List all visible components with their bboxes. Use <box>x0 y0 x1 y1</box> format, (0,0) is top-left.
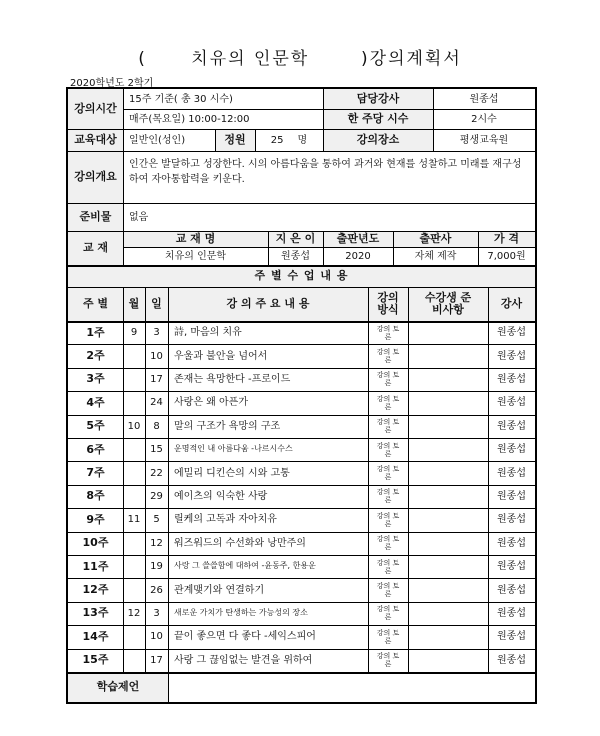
weekly-prep-cell <box>408 602 488 625</box>
weekly-month-cell <box>123 368 145 391</box>
overview-label: 강의개요 <box>68 151 123 203</box>
place-value: 평생교육원 <box>459 134 509 146</box>
grid-line <box>68 368 535 369</box>
weekly-prep-cell <box>408 578 488 601</box>
time-label: 강의시간 <box>68 89 123 129</box>
capacity-number: 25 <box>270 134 284 146</box>
weekly-content-cell: 관계맺기와 연결하기 <box>174 584 265 596</box>
weekly-method-cell: 강의 토론 <box>376 465 400 482</box>
weekly-method-cell: 강의 토론 <box>376 488 400 505</box>
weekly-month-cell <box>123 461 145 484</box>
overview-text: 인간은 발달하고 성장한다. 시의 아름다움을 통하여 과거와 현재를 성찰하고 미래를 재구성하여 자아통합력을 키운다. <box>129 159 522 185</box>
grid-line <box>368 287 369 672</box>
weekly-week-cell: 9주 <box>86 512 105 526</box>
grid-line <box>68 151 535 152</box>
textbook-price: 7,000원 <box>487 250 526 262</box>
weekly-header-teacher: 강사 <box>488 287 535 321</box>
weekly-header-content: 강 의 주 요 내 용 <box>168 287 368 321</box>
target-label: 교육대상 <box>68 129 123 151</box>
weekly-content-cell: 에밀리 디킨슨의 시와 고통 <box>174 467 290 479</box>
place-label: 강의장소 <box>323 129 433 151</box>
textbook-header-year: 출판년도 <box>323 231 393 247</box>
weekly-day-cell: 15 <box>150 444 163 456</box>
weekly-day-cell: 26 <box>150 584 163 596</box>
grid-line <box>268 231 269 265</box>
weekly-header-week: 주 별 <box>68 287 123 321</box>
weekly-day-cell: 12 <box>150 537 163 549</box>
weekly-week-cell: 13주 <box>82 606 109 620</box>
weekly-day-cell: 22 <box>150 467 163 479</box>
grid-line <box>68 672 535 674</box>
weekly-header-month: 월 <box>123 287 145 321</box>
weekly-month-cell <box>123 649 145 672</box>
grid-line <box>68 391 535 392</box>
grid-line <box>323 231 324 265</box>
grid-line <box>68 321 535 323</box>
weekly-month-cell: 12 <box>127 607 141 619</box>
grid-line <box>68 578 535 579</box>
weekly-week-cell: 2주 <box>86 349 105 363</box>
grid-line <box>123 89 124 265</box>
textbook-header-price: 가 격 <box>478 231 535 247</box>
weekly-week-cell: 7주 <box>86 466 105 480</box>
weekly-hours-label: 한 주당 시수 <box>323 109 433 129</box>
document-title: ( 치유의 인문학 )강의계획서 <box>138 49 462 69</box>
weekly-day-cell: 3 <box>153 607 160 619</box>
weekly-week-cell: 15주 <box>82 653 109 667</box>
textbook-header-title: 교 재 명 <box>123 231 268 247</box>
weekly-prep-cell <box>408 461 488 484</box>
weekly-teacher-cell: 원종섭 <box>497 654 526 666</box>
grid-line <box>68 485 535 486</box>
weekly-teacher-cell: 원종섭 <box>497 537 526 549</box>
weekly-method-cell: 강의 토론 <box>376 324 400 341</box>
grid-line <box>215 129 216 151</box>
weekly-method-cell: 강의 토론 <box>376 371 400 388</box>
weekly-method-cell: 강의 토론 <box>376 652 400 669</box>
grid-line <box>68 129 535 130</box>
weekly-day-cell: 24 <box>150 397 163 409</box>
textbook-header-author: 지 은 이 <box>268 231 323 247</box>
weekly-month-cell: 11 <box>127 514 141 526</box>
weekly-prep-cell <box>408 555 488 578</box>
weekly-method-cell: 강의 토론 <box>376 511 400 528</box>
weekly-month-cell: 10 <box>127 420 141 432</box>
weekly-teacher-cell: 원종섭 <box>497 350 526 362</box>
textbook-year: 2020 <box>345 250 371 262</box>
grid-line <box>68 231 535 232</box>
grid-line <box>408 287 409 672</box>
grid-line <box>68 415 535 416</box>
weekly-month-cell <box>123 485 145 508</box>
supplies-value: 없음 <box>129 211 149 223</box>
weekly-month-cell <box>123 578 145 601</box>
weekly-content-cell: 새로운 가치가 탄생하는 가능성의 장소 <box>174 608 308 618</box>
weekly-content-cell: 詩, 마음의 치유 <box>174 327 242 339</box>
weekly-prep-cell <box>408 344 488 367</box>
weekly-prep-cell <box>408 321 488 344</box>
grid-line <box>123 109 535 110</box>
time-schedule: 매주(목요일) 10:00-12:00 <box>129 113 250 125</box>
weekly-teacher-cell: 원종섭 <box>497 467 526 479</box>
weekly-week-cell: 5주 <box>86 419 105 433</box>
weekly-prep-cell <box>408 415 488 438</box>
weekly-content-cell: 사랑 그 쓸쓸함에 대하여 -윤동주, 한용운 <box>174 561 316 571</box>
weekly-content-cell: 워즈워드의 수선화와 낭만주의 <box>174 537 306 549</box>
target-value: 일반인(성인) <box>129 134 186 146</box>
weekly-week-cell: 14주 <box>82 629 109 643</box>
textbook-label: 교 재 <box>68 231 123 265</box>
grid-line <box>478 231 479 265</box>
weekly-method-cell: 강의 토론 <box>376 441 400 458</box>
grid-line <box>68 625 535 626</box>
lecture-plan-table <box>66 87 537 704</box>
weekly-teacher-cell: 원종섭 <box>497 490 526 502</box>
weekly-day-cell: 3 <box>153 327 160 339</box>
instructor-label: 담당강사 <box>323 89 433 109</box>
weekly-week-cell: 3주 <box>86 372 105 386</box>
weekly-week-cell: 6주 <box>86 442 105 456</box>
weekly-week-cell: 12주 <box>82 583 109 597</box>
weekly-method-cell: 강의 토론 <box>376 628 400 645</box>
grid-line <box>145 287 146 672</box>
weekly-month-cell <box>123 344 145 367</box>
grid-line <box>168 672 169 702</box>
weekly-header-method: 강의 방식 <box>368 287 408 321</box>
grid-line <box>433 89 434 151</box>
capacity-value <box>255 129 323 151</box>
capacity-label: 정원 <box>215 129 255 151</box>
textbook-header-publisher: 출판사 <box>393 231 478 247</box>
weekly-teacher-cell: 원종섭 <box>497 514 526 526</box>
weekly-method-cell: 강의 토론 <box>376 582 400 599</box>
weekly-teacher-cell: 원종섭 <box>497 631 526 643</box>
weekly-method-cell: 강의 토론 <box>376 418 400 435</box>
weekly-teacher-cell: 원종섭 <box>497 561 526 573</box>
supplies-label: 준비물 <box>68 203 123 231</box>
weekly-teacher-cell: 원종섭 <box>497 327 526 339</box>
weekly-method-cell: 강의 토론 <box>376 394 400 411</box>
grid-line <box>68 508 535 509</box>
grid-line <box>68 438 535 439</box>
weekly-week-cell: 11주 <box>82 559 109 573</box>
grid-line <box>393 231 394 265</box>
weekly-day-cell: 8 <box>153 420 160 432</box>
weekly-teacher-cell: 원종섭 <box>497 420 526 432</box>
weekly-header-prep: 수강생 준비사항 <box>408 287 488 321</box>
grid-line <box>68 602 535 603</box>
weekly-month-cell <box>123 625 145 648</box>
weekly-prep-cell <box>408 368 488 391</box>
capacity-unit: 명 <box>297 134 308 146</box>
weekly-prep-cell <box>408 391 488 414</box>
weekly-hours-value: 2시수 <box>471 113 497 125</box>
grid-line <box>68 532 535 533</box>
weekly-day-cell: 5 <box>153 514 160 526</box>
weekly-week-cell: 1주 <box>86 325 105 339</box>
weekly-teacher-cell: 원종섭 <box>497 584 526 596</box>
textbook-publisher: 자체 제작 <box>414 250 457 262</box>
weekly-method-cell: 강의 토론 <box>376 558 400 575</box>
semester-label: 2020학년도 2학기 <box>70 78 154 89</box>
weekly-teacher-cell: 원종섭 <box>497 607 526 619</box>
grid-line <box>323 89 324 151</box>
weekly-content-cell: 우울과 불안을 넘어서 <box>174 350 268 362</box>
weekly-content-cell: 사랑 그 끊임없는 발견을 위하여 <box>174 654 313 666</box>
weekly-month-cell: 9 <box>130 327 138 339</box>
weekly-prep-cell <box>408 508 488 531</box>
grid-line <box>68 344 535 345</box>
weekly-prep-cell <box>408 625 488 648</box>
weekly-method-cell: 강의 토론 <box>376 605 400 622</box>
weekly-day-cell: 17 <box>150 373 163 385</box>
suggestion-label: 학습제언 <box>68 672 168 702</box>
suggestion-value <box>168 672 535 702</box>
weekly-content-cell: 존재는 욕망한다 -프로이드 <box>174 373 291 385</box>
weekly-prep-cell <box>408 649 488 672</box>
grid-line <box>68 287 535 288</box>
weekly-section-title: 주 별 수 업 내 용 <box>68 265 535 287</box>
weekly-day-cell: 17 <box>150 654 163 666</box>
weekly-content-cell: 끝이 좋으면 다 좋다 -세익스피어 <box>174 631 316 643</box>
weekly-prep-cell <box>408 438 488 461</box>
weekly-month-cell <box>123 532 145 555</box>
textbook-author: 원종섭 <box>281 250 310 262</box>
grid-line <box>68 649 535 650</box>
weekly-month-cell <box>123 555 145 578</box>
weekly-week-cell: 10주 <box>82 536 109 550</box>
textbook-title: 치유의 인문학 <box>164 250 227 262</box>
grid-line <box>68 265 535 267</box>
grid-line <box>255 129 256 151</box>
instructor-name: 원종섭 <box>469 93 499 105</box>
weekly-teacher-cell: 원종섭 <box>497 397 526 409</box>
weekly-header-day: 일 <box>145 287 168 321</box>
weekly-content-cell: 사랑은 왜 아픈가 <box>174 397 248 409</box>
weekly-method-cell: 강의 토론 <box>376 348 400 365</box>
weekly-content-cell: 릴케의 고독과 자아치유 <box>174 514 277 526</box>
time-total: 15주 기준( 총 30 시수) <box>129 93 233 105</box>
weekly-content-cell: 예이츠의 익숙한 사랑 <box>174 490 268 502</box>
weekly-month-cell <box>123 391 145 414</box>
weekly-day-cell: 29 <box>150 490 163 502</box>
weekly-teacher-cell: 원종섭 <box>497 373 526 385</box>
weekly-content-cell: 말의 구조가 욕망의 구조 <box>174 420 281 432</box>
grid-line <box>68 555 535 556</box>
grid-line <box>68 203 535 204</box>
grid-line <box>488 287 489 672</box>
weekly-prep-cell <box>408 532 488 555</box>
grid-line <box>68 461 535 462</box>
grid-line <box>123 247 535 248</box>
weekly-method-cell: 강의 토론 <box>376 535 400 552</box>
weekly-day-cell: 10 <box>150 631 163 643</box>
grid-line <box>168 287 169 672</box>
grid-line <box>123 287 124 672</box>
weekly-month-cell <box>123 438 145 461</box>
weekly-week-cell: 4주 <box>86 395 105 409</box>
weekly-teacher-cell: 원종섭 <box>497 444 526 456</box>
weekly-prep-cell <box>408 485 488 508</box>
weekly-week-cell: 8주 <box>86 489 105 503</box>
weekly-day-cell: 19 <box>150 561 163 573</box>
weekly-day-cell: 10 <box>150 350 163 362</box>
weekly-content-cell: 운명적인 내 아름다움 -나르시수스 <box>174 444 293 454</box>
